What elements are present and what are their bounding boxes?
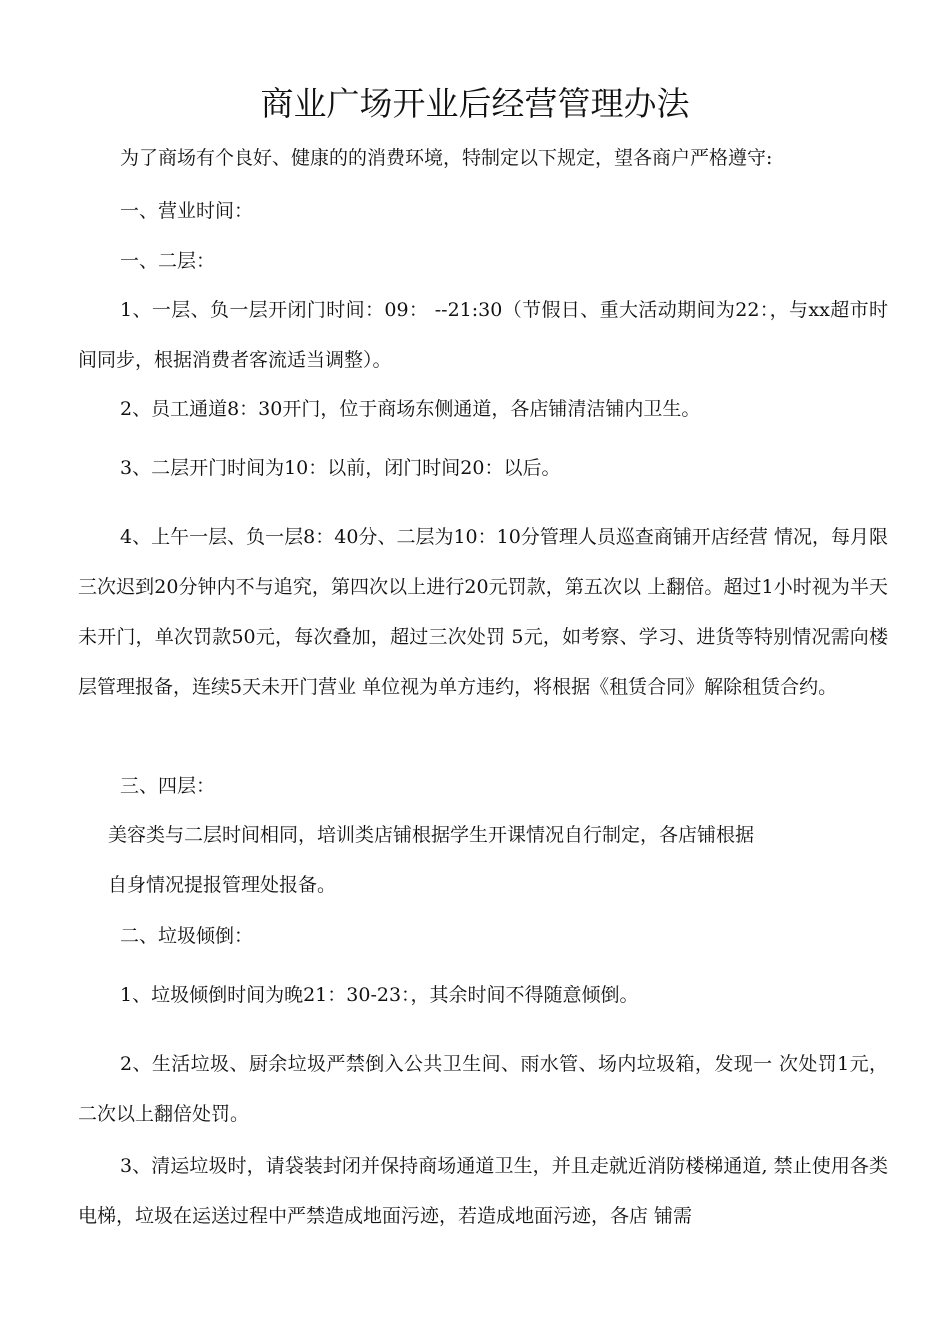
item-2-staff-entrance: 2、员工通道8：30开门，位于商场东侧通道，各店铺清洁铺内卫生。 <box>120 398 701 420</box>
floors-3-4-line-1: 美容类与二层时间相同，培训类店铺根据学生开课情况自行制定，各店铺根据 <box>108 824 755 846</box>
floors-3-4-line-2: 自身情况提报管理处报备。 <box>108 874 337 896</box>
item-1-opening-hours: 1、一层、负一层开闭门时间：09： --21:30（节假日、重大活动期间为22：，与xx超市时间同步，根据消费者客流适当调整）。 <box>78 299 888 371</box>
garbage-item-3-transport: 3、清运垃圾时，请袋装封闭并保持商场通道卫生，并且走就近消防楼梯通道, 禁止使用各类电梯，垃圾在运送过程中严禁造成地面污迹，若造成地面污迹，各店 铺需 <box>78 1155 888 1227</box>
subheading-floors-3-4: 三、四层： <box>120 775 216 797</box>
item-3-second-floor-hours: 3、二层开门时间为10：以前，闭门时间20：以后。 <box>120 457 561 479</box>
garbage-item-1-time: 1、垃圾倾倒时间为晚21：30-23：，其余时间不得随意倾倒。 <box>120 984 639 1006</box>
section-heading-business-hours: 一、营业时间： <box>120 200 254 222</box>
document-title: 商业广场开业后经营管理办法 <box>260 84 690 123</box>
subheading-floors-1-2: 一、二层： <box>120 250 216 272</box>
item-4-inspection-penalties: 4、上午一层、负一层8：40分、二层为10：10分管理人员巡查商铺开店经营 情况，每月限三次迟到20分钟内不与追究，第四次以上进行20元罚款，第五次以 上翻倍。超过1小时视为半天未开门，单次罚款50元，每次叠加，超过三次处罚 5元，如考察、学习、进货等特别情况需向楼层管理报备，连续5天未开门营业 单位视为单方违约，将根据《租赁合同》解除租赁合约。 <box>78 526 888 698</box>
garbage-item-2-prohibitions: 2、生活垃圾、厨余垃圾严禁倒入公共卫生间、雨水管、场内垃圾箱，发现一 次处罚1元，二次以上翻倍处罚。 <box>78 1053 888 1125</box>
section-heading-garbage-disposal: 二、垃圾倾倒： <box>120 925 254 947</box>
intro-paragraph: 为了商场有个良好、健康的的消费环境，特制定以下规定，望各商户严格遵守: <box>120 147 773 169</box>
